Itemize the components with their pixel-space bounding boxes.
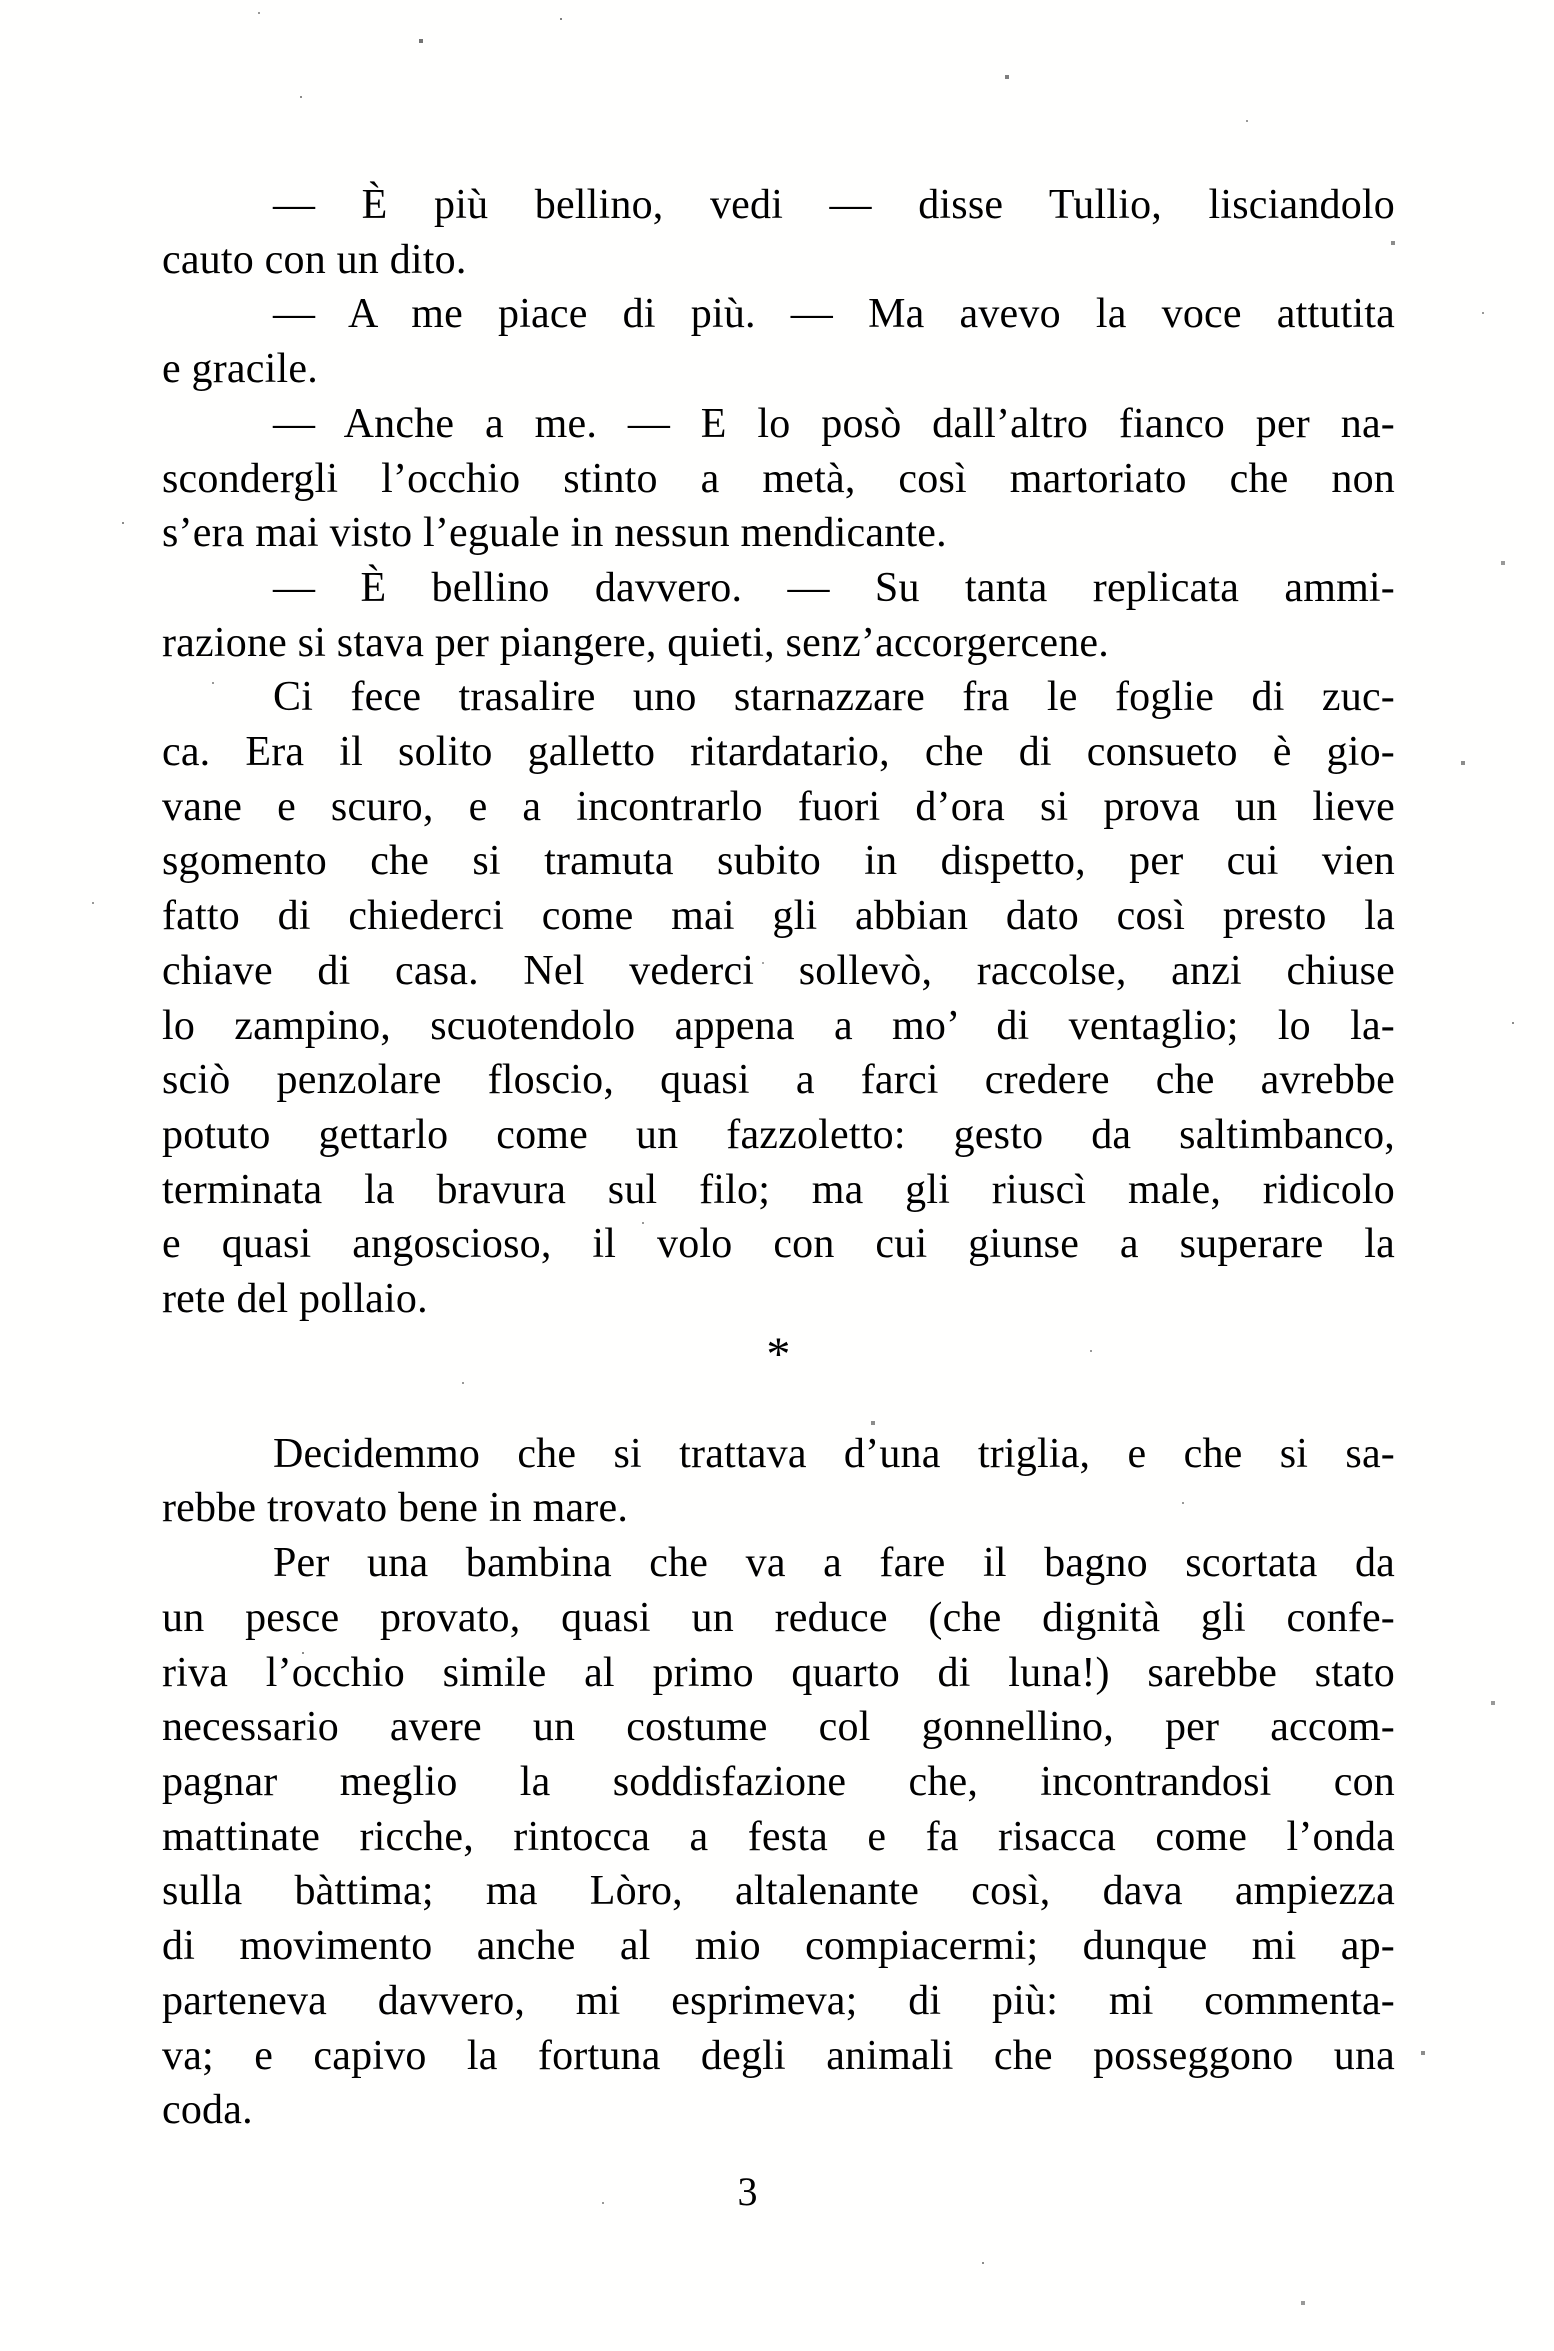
text-line: di movimento anche al mio compiacermi; dunque mi ap- [162, 1923, 1395, 1970]
text-line: sulla bàttima; ma Lòro, altalenante così, dava ampiezza [162, 1868, 1395, 1915]
text-line: mattinate ricche, rintocca a festa e fa risacca come l’onda [162, 1813, 1395, 1860]
text-line: necessario avere un costume col gonnellino, per accom- [162, 1704, 1395, 1751]
text-line: un pesce provato, quasi un reduce (che dignità gli confe- [162, 1594, 1395, 1641]
text-line: sgomento che si tramuta subito in dispetto, per cui vien [162, 838, 1395, 885]
text-line: sciò penzolare floscio, quasi a farci credere che avrebbe [162, 1057, 1395, 1104]
paragraph-group-before-separator [162, 178, 1395, 1327]
text-line: scondergli l’occhio stinto a metà, così martoriato che non [162, 455, 1395, 502]
page-number: 3 [737, 2169, 758, 2214]
text-line: e gracile. [162, 346, 318, 393]
paragraph-group-after-separator [162, 1427, 1395, 2138]
text-line: — Anche a me. — E lo posò dall’altro fianco per na- [273, 400, 1395, 447]
text-line: s’era mai visto l’eguale in nessun mendicante. [162, 510, 947, 557]
text-block [162, 178, 1395, 2138]
text-line: coda. [162, 2087, 253, 2134]
section-separator-asterisk: * [766, 1327, 791, 1381]
text-line: — È bellino davvero. — Su tanta replicata ammi- [273, 564, 1395, 611]
text-line: cauto con un dito. [162, 236, 467, 283]
text-line: parteneva davvero, mi esprimeva; di più: mi commenta- [162, 1977, 1395, 2024]
scan-noise [0, 0, 2, 2]
text-line: razione si stava per piangere, quieti, senz’accorgercene. [162, 619, 1109, 666]
text-line: pagnar meglio la soddisfazione che, incontrandosi con [162, 1758, 1395, 1805]
text-line: terminata la bravura sul filo; ma gli riuscì male, ridicolo [162, 1166, 1395, 1213]
text-line: rete del pollaio. [162, 1276, 428, 1323]
text-line: chiave di casa. Nel vederci sollevò, raccolse, anzi chiuse [162, 947, 1395, 994]
text-line: vane e scuro, e a incontrarlo fuori d’ora si prova un lieve [162, 783, 1395, 830]
text-line: riva l’occhio simile al primo quarto di luna!) sarebbe stato [162, 1649, 1395, 1696]
text-line: Decidemmo che si trattava d’una triglia, e che si sa- [273, 1430, 1395, 1477]
text-line: potuto gettarlo come un fazzoletto: gesto da saltimbanco, [162, 1111, 1395, 1158]
text-line: — A me piace di più. — Ma avevo la voce attutita [273, 291, 1395, 338]
text-line: fatto di chiederci come mai gli abbian dato così presto la [162, 893, 1395, 940]
text-line: lo zampino, scuotendolo appena a mo’ di ventaglio; lo la- [162, 1002, 1395, 1049]
text-line: e quasi angoscioso, il volo con cui giunse a superare la [162, 1221, 1395, 1268]
text-line: rebbe trovato bene in mare. [162, 1485, 629, 1532]
text-line: Ci fece trasalire uno starnazzare fra le foglie di zuc- [273, 674, 1395, 721]
text-line: va; e capivo la fortuna degli animali che posseggono una [162, 2032, 1395, 2079]
text-line: — È più bellino, vedi — disse Tullio, lisciandolo [273, 182, 1395, 228]
text-line: Per una bambina che va a fare il bagno scortata da [273, 1540, 1395, 1587]
text-line: ca. Era il solito galletto ritardatario, che di consueto è gio- [162, 729, 1395, 776]
